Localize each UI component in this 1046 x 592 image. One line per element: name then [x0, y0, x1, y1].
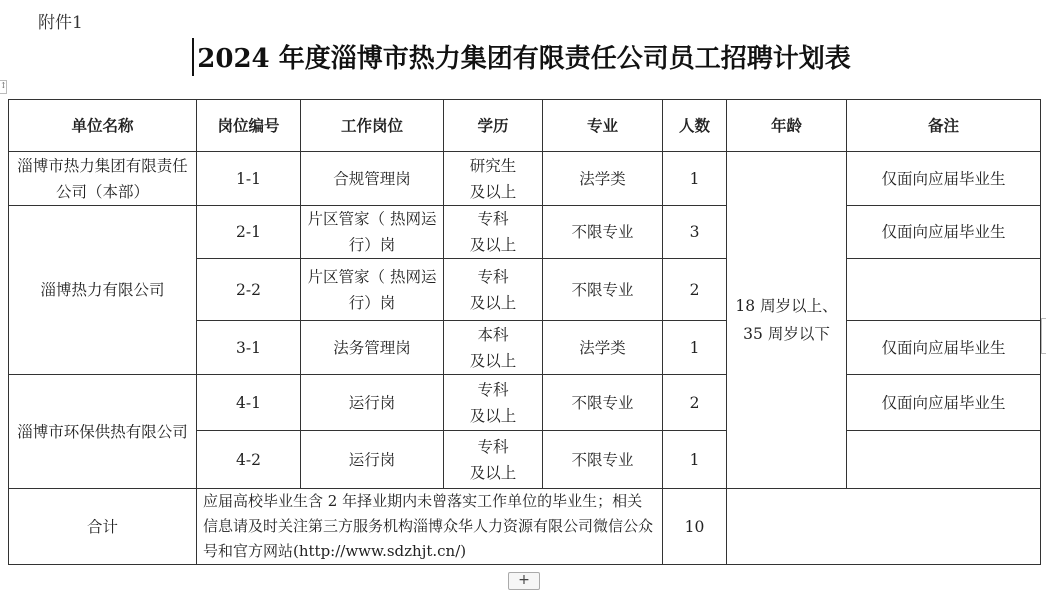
code-cell: 2-1: [197, 206, 301, 259]
table-row: [9, 152, 1041, 206]
note-cell: [847, 431, 1041, 489]
count-cell: 2: [663, 375, 727, 431]
major-cell: 不限专业: [543, 375, 663, 431]
education-line: 及以上: [469, 463, 517, 482]
table-total-row: [9, 489, 1041, 565]
post-cell: 运行岗: [301, 375, 444, 431]
education-line: 及以上: [469, 406, 517, 425]
education-cell: [444, 321, 543, 375]
code-cell: 2-2: [197, 259, 301, 321]
unit-cell: 淄博市环保供热有限公司: [9, 375, 197, 489]
code-cell: 1-1: [197, 152, 301, 206]
major-cell: 不限专业: [543, 206, 663, 259]
education-line: 及以上: [469, 182, 517, 201]
post-cell: 片区管家（ 热网运行）岗: [301, 259, 444, 321]
count-cell: 2: [663, 259, 727, 321]
education-line: 及以上: [469, 236, 517, 254]
education-cell: [444, 206, 543, 259]
count-cell: 1: [663, 321, 727, 375]
unit-cell: 淄博市热力集团有限责任公司（本部）: [9, 152, 197, 206]
header-code: 岗位编号: [197, 100, 301, 152]
education-line: 及以上: [469, 351, 517, 370]
count-cell: 1: [663, 152, 727, 206]
education-line: 专科: [477, 267, 509, 286]
major-cell: 不限专业: [543, 431, 663, 489]
age-cell: [727, 152, 847, 489]
major-cell: 法学类: [543, 152, 663, 206]
header-unit: 单位名称: [9, 100, 197, 152]
education-line: 研究生: [469, 156, 517, 175]
education-line: 及以上: [469, 293, 517, 312]
age-line: 18 周岁以上、: [735, 297, 838, 315]
table-header-row: [9, 100, 1041, 152]
education-line: 本科: [477, 325, 509, 344]
header-education: 学历: [444, 100, 543, 152]
header-note: 备注: [847, 100, 1041, 152]
note-cell: 仅面向应届毕业生: [847, 152, 1041, 206]
header-major: 专业: [543, 100, 663, 152]
education-line: 专科: [477, 210, 509, 228]
add-row-button[interactable]: +: [508, 572, 540, 590]
text-cursor: [192, 38, 194, 76]
note-cell: 仅面向应届毕业生: [847, 321, 1041, 375]
post-cell: 片区管家（ 热网运行）岗: [301, 206, 444, 259]
total-count-cell: 10: [663, 489, 727, 565]
education-cell: [444, 431, 543, 489]
total-empty-cell: [727, 489, 1041, 565]
note-cell: 仅面向应届毕业生: [847, 206, 1041, 259]
document-title[interactable]: [195, 38, 850, 75]
education-line: 专科: [477, 437, 509, 456]
code-cell: 4-1: [197, 375, 301, 431]
post-cell: 法务管理岗: [301, 321, 444, 375]
major-cell: 法学类: [543, 321, 663, 375]
note-cell: 仅面向应届毕业生: [847, 375, 1041, 431]
education-cell: [444, 259, 543, 321]
age-line: 35 周岁以下: [743, 325, 830, 343]
total-label-cell: 合计: [9, 489, 197, 565]
total-note-cell: 应届高校毕业生含 2 年择业期内未曾落实工作单位的毕业生；相关信息请及时关注第三方服务机构淄博众华人力资源有限公司微信公众号和官方网站(http://www.sdzhjt.cn/): [197, 489, 663, 565]
header-post: 工作岗位: [301, 100, 444, 152]
table-row: [9, 375, 1041, 431]
table-resize-handle[interactable]: [1041, 318, 1046, 354]
note-cell: [847, 259, 1041, 321]
post-cell: 合规管理岗: [301, 152, 444, 206]
table-row: [9, 206, 1041, 259]
count-cell: 3: [663, 206, 727, 259]
education-cell: [444, 152, 543, 206]
code-cell: 4-2: [197, 431, 301, 489]
title-container: [0, 38, 1046, 75]
recruitment-plan-table: [8, 99, 1041, 565]
post-cell: 运行岗: [301, 431, 444, 489]
education-cell: [444, 375, 543, 431]
major-cell: 不限专业: [543, 259, 663, 321]
education-line: 专科: [477, 380, 509, 399]
document-title-text: 2024 年度淄博市热力集团有限责任公司员工招聘计划表: [197, 44, 851, 74]
code-cell: 3-1: [197, 321, 301, 375]
unit-cell: 淄博热力有限公司: [9, 206, 197, 375]
table-move-handle-icon[interactable]: ↕: [0, 80, 7, 94]
header-age: 年龄: [727, 100, 847, 152]
count-cell: 1: [663, 431, 727, 489]
attachment-label: 附件1: [38, 13, 83, 33]
header-count: 人数: [663, 100, 727, 152]
